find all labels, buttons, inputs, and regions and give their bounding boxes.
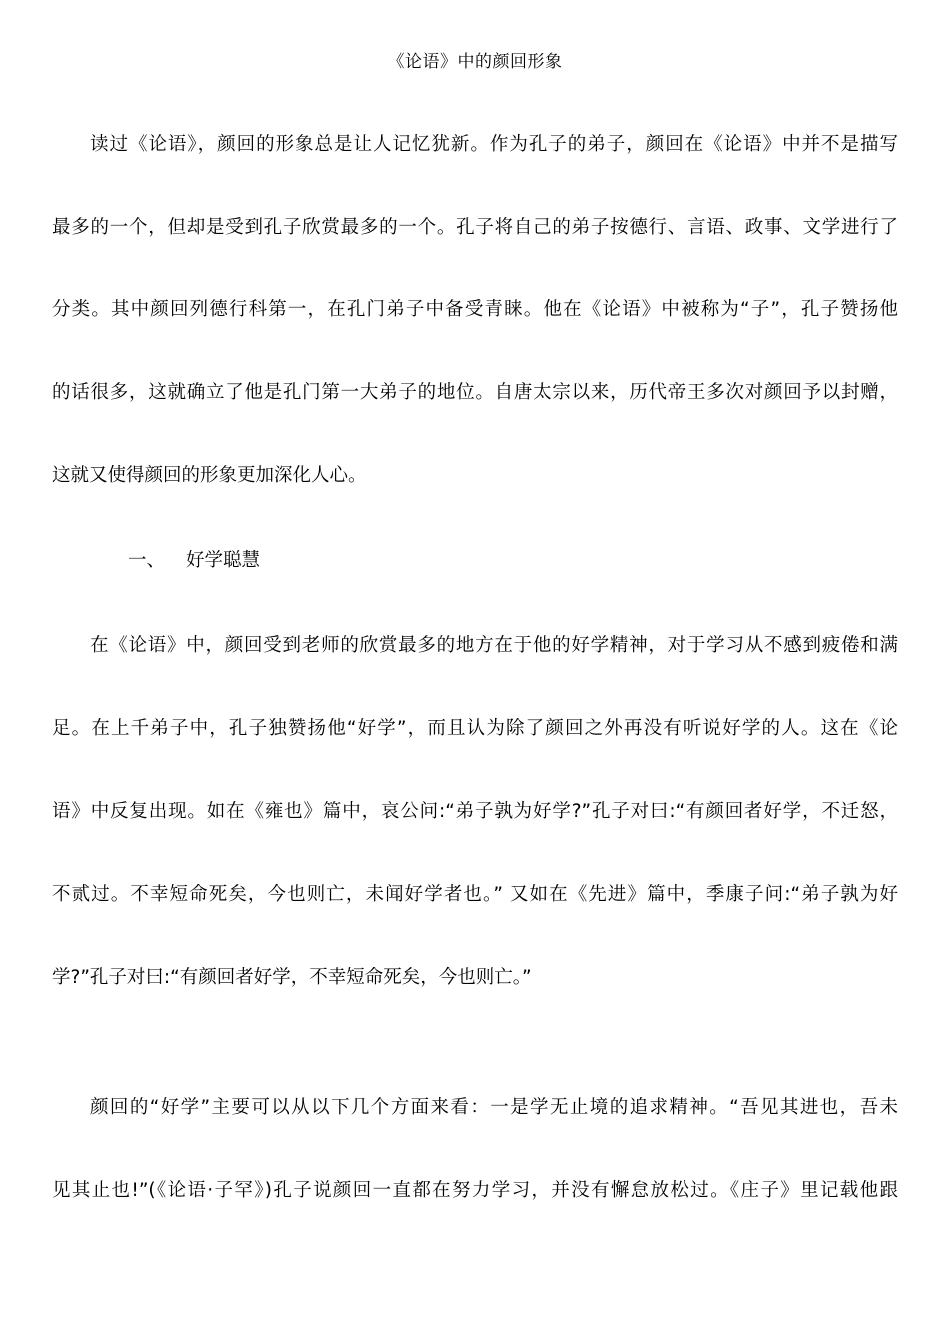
paragraph-line: 这就又使得颜回的形象更加深化人心。 [52, 465, 367, 486]
section-heading-text: 好学聪慧 [186, 550, 261, 571]
paragraph-line: 足。在上千弟子中，孔子独赞扬他“好学”，而且认为除了颜回之外再没有听说好学的人。这在《论 [52, 718, 898, 739]
paragraph-line: 最多的一个，但却是受到孔子欣赏最多的一个。孔子将自己的弟子按德行、言语、政事、文学进行了 [52, 217, 898, 238]
paragraph-line: 见其止也!”(《论语·子罕》)孔子说颜回一直都在努力学习，并没有懈怠放松过。《庄子》里记载他跟 [52, 1180, 898, 1201]
paragraph-line: 语》中反复出现。如在《雍也》篇中，哀公问:“弟子孰为好学?”孔子对曰:“有颜回者好学，不迁怒， [52, 801, 898, 822]
paragraph-line: 不贰过。不幸短命死矣，今也则亡，未闻好学者也。” 又如在《先进》篇中，季康子问:“弟子孰为好 [52, 884, 898, 905]
paragraph-line: 学?”孔子对曰:“有颜回者好学，不幸短命死矣，今也则亡。” [52, 967, 532, 988]
document-title: 《论语》中的颜回形象 [387, 52, 563, 72]
paragraph-line: 颜回的“好学”主要可以从以下几个方面来看：一是学无止境的追求精神。“吾见其进也，吾未 [90, 1097, 898, 1118]
paragraph-line: 分类。其中颜回列德行科第一，在孔门弟子中备受青睐。他在《论语》中被称为“子”，孔子赞扬他 [52, 299, 898, 320]
paragraph-line: 的话很多，这就确立了他是孔门第一大弟子的地位。自唐太宗以来，历代帝王多次对颜回予以封赠， [52, 382, 898, 403]
section-number: 一、 [128, 550, 166, 571]
section-heading [128, 548, 260, 574]
paragraph-line: 读过《论语》，颜回的形象总是让人记忆犹新。作为孔子的弟子，颜回在《论语》中并不是描写 [90, 134, 898, 155]
paragraph-line: 在《论语》中，颜回受到老师的欣赏最多的地方在于他的好学精神，对于学习从不感到疲倦和满 [90, 635, 898, 656]
